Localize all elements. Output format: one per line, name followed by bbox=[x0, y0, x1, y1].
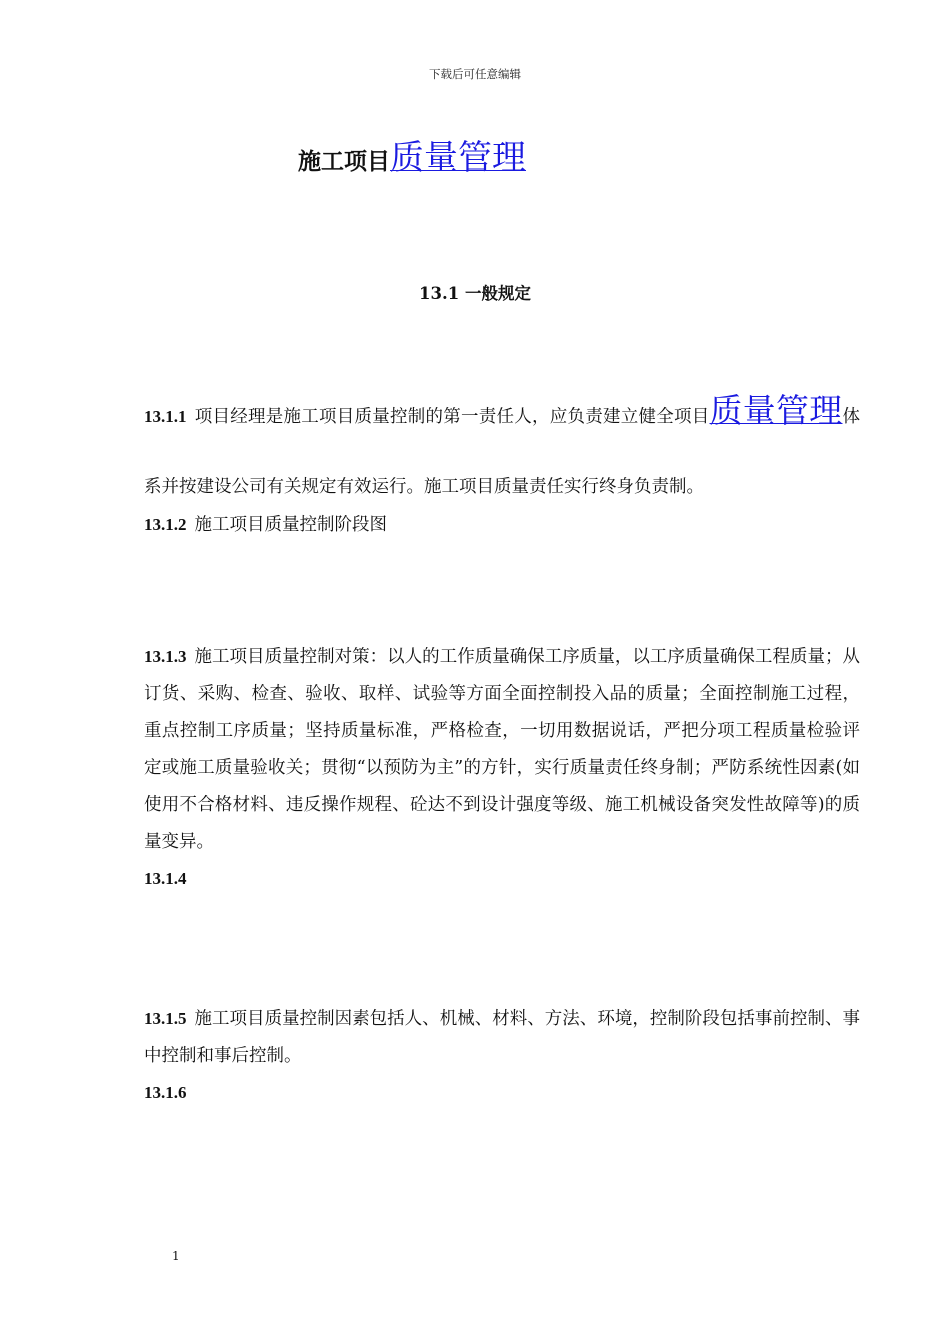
clause-number: 13.1.5 bbox=[144, 1009, 187, 1028]
clause-number: 13.1.2 bbox=[144, 515, 187, 534]
clause-number: 13.1.3 bbox=[144, 647, 187, 666]
paragraph-text: 施工项目质量控制阶段图 bbox=[194, 515, 387, 535]
quality-management-link[interactable]: 质量管理 bbox=[709, 391, 843, 430]
title-part1: 施工项目 bbox=[298, 149, 390, 175]
clause-number: 13.1.6 bbox=[144, 1083, 187, 1102]
paragraph-text: 项目经理是施工项目质量控制的第一责任人，应负责建立健全项目 bbox=[194, 407, 710, 427]
paragraph-13-1-2 bbox=[144, 506, 860, 544]
paragraph-13-1-6 bbox=[144, 1074, 860, 1112]
clause-number: 13.1.1 bbox=[144, 407, 187, 426]
page-header: 下载后可任意编辑 bbox=[429, 67, 521, 81]
paragraph-text: 施工项目质量控制对策：以人的工作质量确保工序质量，以工序质量确保工程质量；从订货、采购、检查、验收、取样、试验等方面全面控制投入品的质量；全面控制施工过程，重点控制工序质量；坚持质量标准，严格检查，一切用数据说话，严把分项工程质量检验评定或施工质量验收关；贯彻“以预防为主”的方针，实行质量责任终身制；严防系统性因素(如使用不合格材料、违反操作规程、砼达不到设计强度等级、施工机械设备突发性故障等)的质量变异。 bbox=[144, 647, 860, 852]
paragraph-text: 施工项目质量控制因素包括人、机械、材料、方法、环境，控制阶段包括事前控制、事中控制和事后控制。 bbox=[144, 1009, 860, 1066]
paragraph-13-1-5 bbox=[144, 1000, 860, 1075]
paragraph-13-1-1 bbox=[144, 376, 860, 522]
paragraph-13-1-4 bbox=[144, 860, 860, 898]
clause-number: 13.1.4 bbox=[144, 869, 187, 888]
document-title bbox=[298, 130, 526, 179]
page-number: 1 bbox=[172, 1249, 180, 1263]
title-link-quality-management[interactable]: 质量管理 bbox=[390, 138, 526, 178]
paragraph-text: 体系并按建设公司有关规定有效运行。施工项目质量责任实行终身负责制。 bbox=[144, 407, 860, 497]
section-heading: 13.1 一般规定 bbox=[419, 284, 531, 303]
paragraph-13-1-3 bbox=[144, 638, 860, 861]
